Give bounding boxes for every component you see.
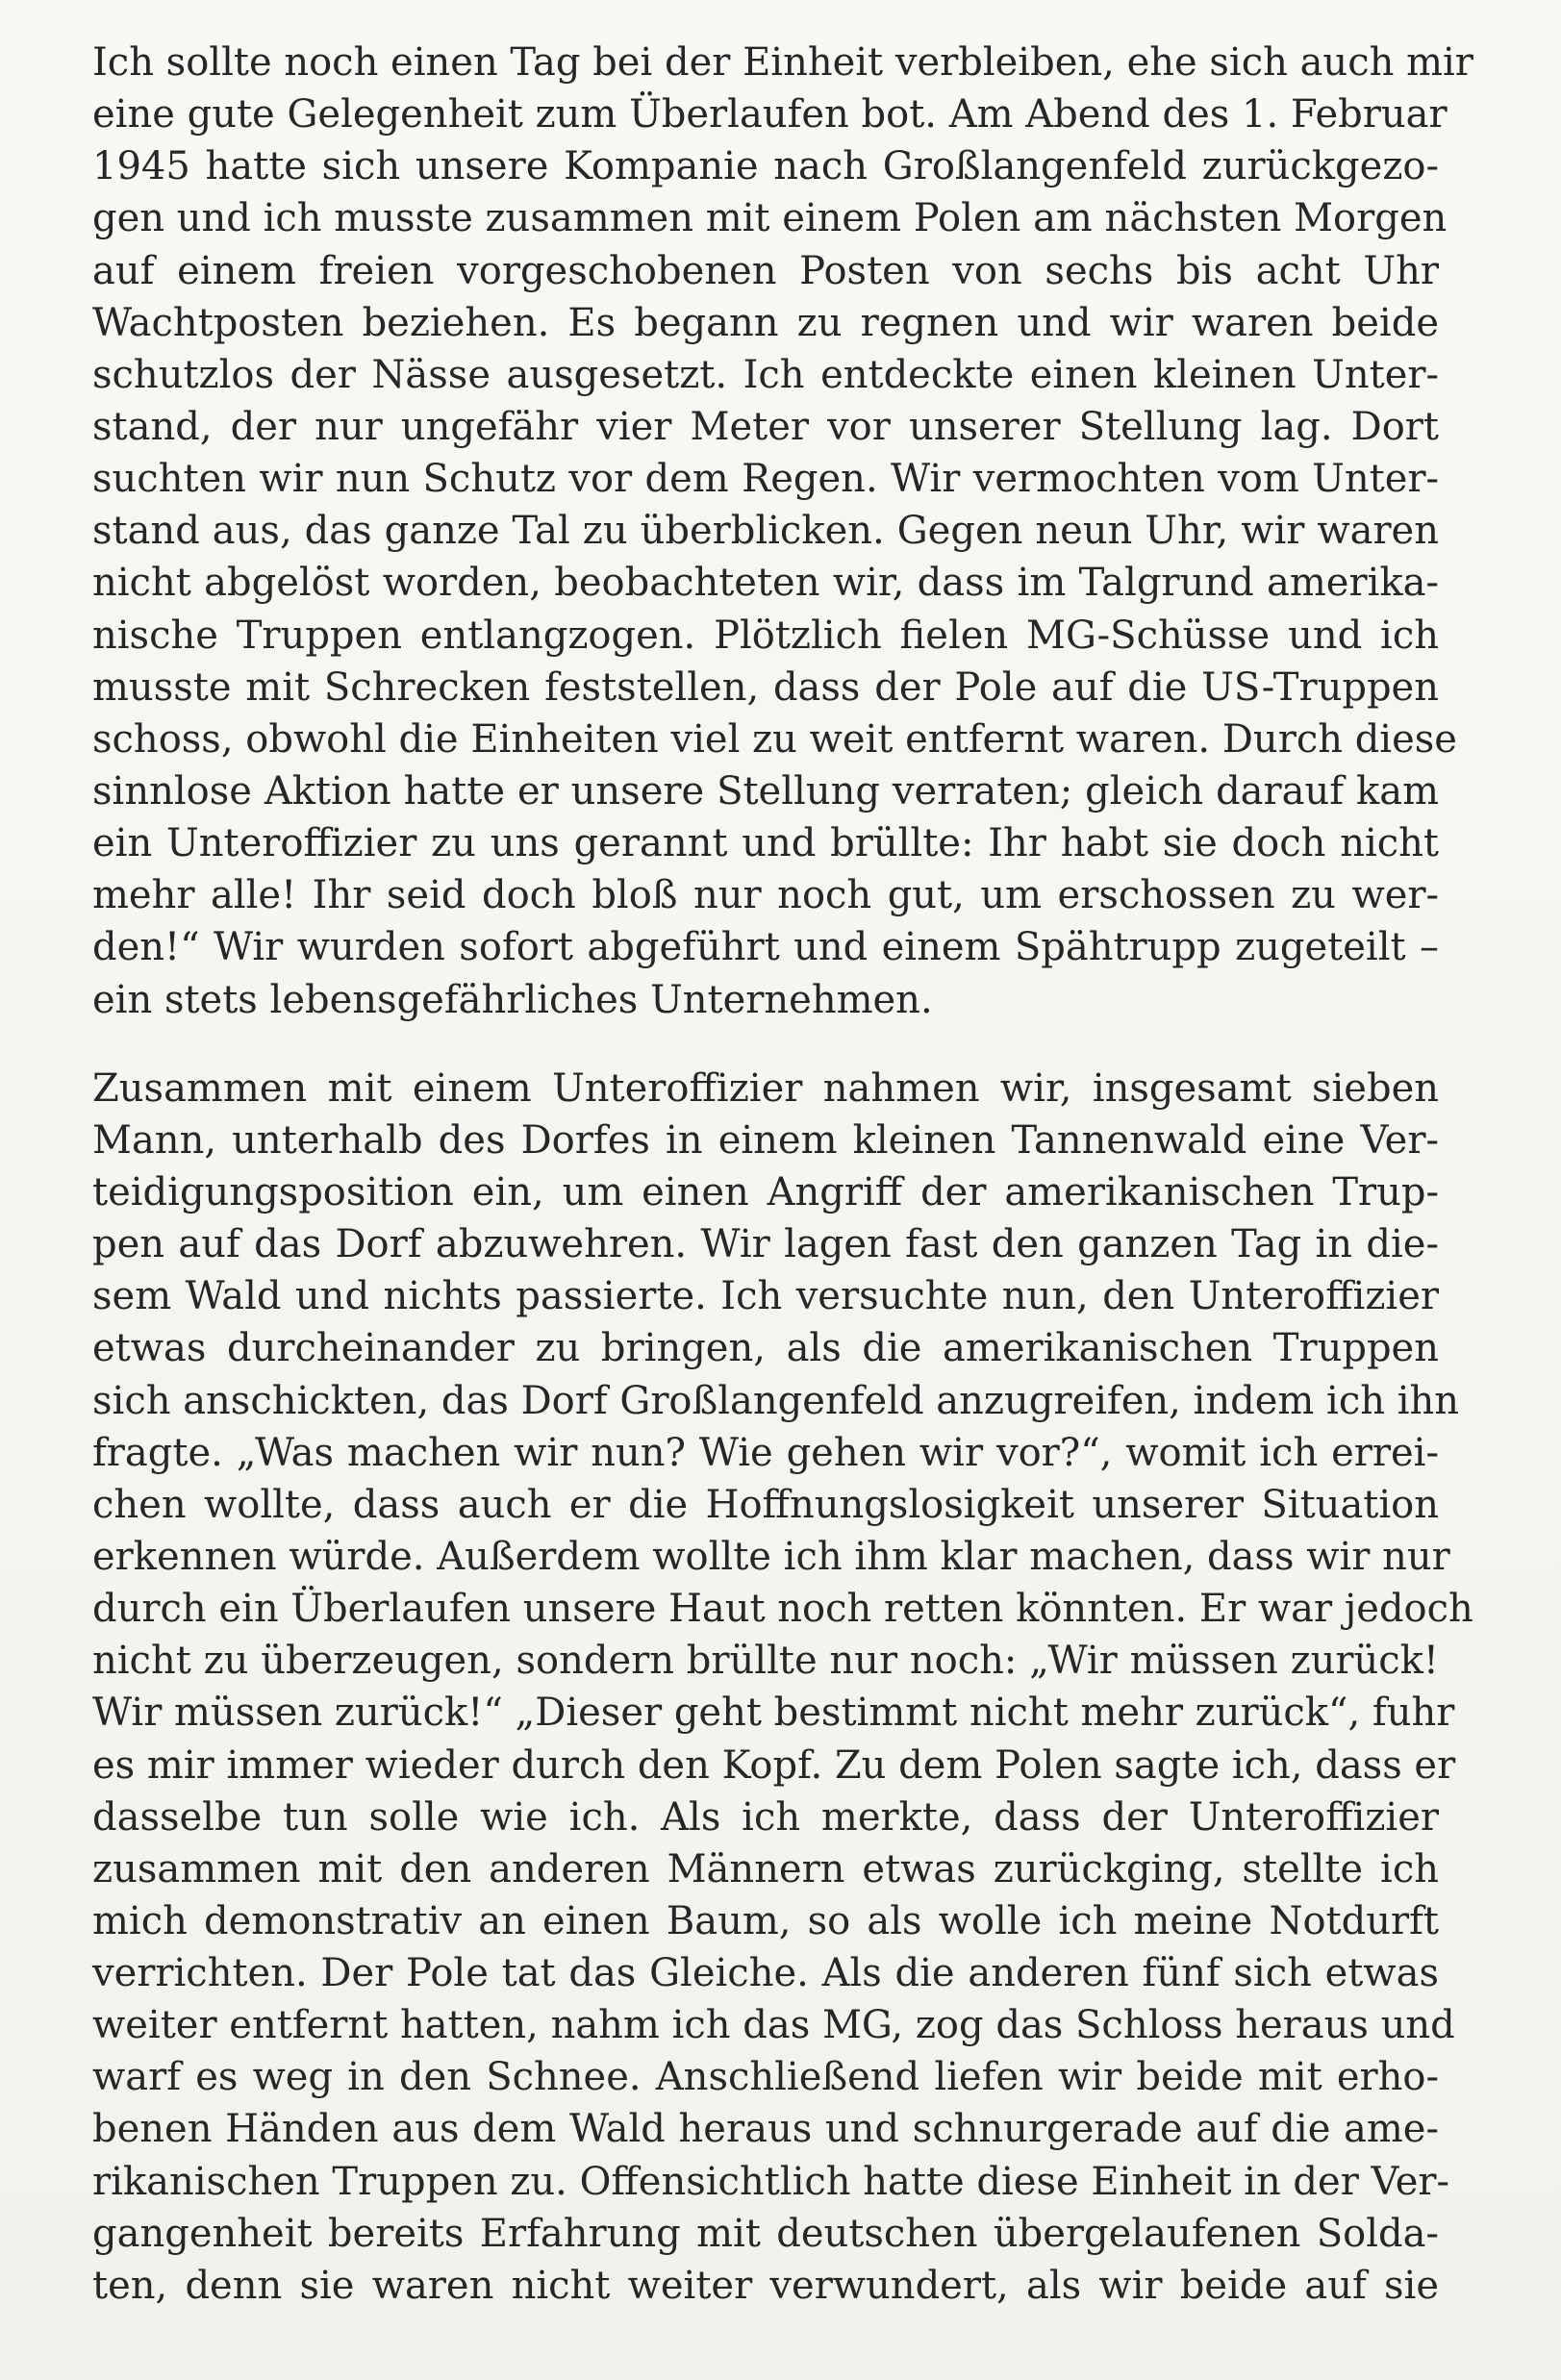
text-line: erkennen würde. Außerdem wollte ich ihm klar machen, dass wir nur: [92, 1534, 1450, 1579]
text-line: dasselbe tun solle wie ich. Als ich merkte, dass der Unteroffizier: [92, 1794, 1439, 1840]
text-line: schoss, obwohl die Einheiten viel zu weit entfernt waren. Durch diese: [92, 716, 1457, 762]
text-line: sich anschickten, das Dorf Großlangenfeld anzugreifen, indem ich ihn: [92, 1378, 1460, 1423]
text-line: teidigungsposition ein, um einen Angriff der amerikanischen Trup-: [92, 1169, 1439, 1215]
text-line: 1945 hatte sich unsere Kompanie nach Großlangenfeld zurückgezo-: [92, 144, 1439, 189]
text-line: weiter entfernt hatten, nahm ich das MG, zog das Schloss heraus und: [92, 2003, 1455, 2048]
paragraph-spacer: [92, 1026, 1439, 1063]
text-line: Mann, unterhalb des Dorfes in einem kleinen Tannenwald eine Ver-: [92, 1117, 1439, 1163]
paragraph-2: [92, 1063, 1473, 2312]
text-line: zusammen mit den anderen Männern etwas zurückging, stellte ich: [92, 1846, 1439, 1891]
text-line: mich demonstrativ an einen Baum, so als wolle ich meine Notdurft: [92, 1898, 1439, 1943]
text-line: etwas durcheinander zu bringen, als die amerikanischen Truppen: [92, 1326, 1439, 1371]
text-line: ein Unteroffizier zu uns gerannt und brüllte: Ihr habt sie doch nicht: [92, 821, 1439, 866]
text-line: musste mit Schrecken feststellen, dass der Pole auf die US-Truppen: [92, 664, 1439, 710]
text-line: verrichten. Der Pole tat das Gleiche. Als die anderen fünf sich etwas: [92, 1951, 1439, 1996]
text-line: pen auf das Dorf abzuwehren. Wir lagen fast den ganzen Tag in die-: [92, 1222, 1439, 1267]
text-line: fragte. „Was machen wir nun? Wie gehen wir vor?“, womit ich errei-: [92, 1430, 1439, 1475]
text-line: suchten wir nun Schutz vor dem Regen. Wir vermochten vom Unter-: [92, 457, 1439, 502]
text-line: auf einem freien vorgeschobenen Posten von sechs bis acht Uhr: [92, 248, 1439, 293]
text-line: benen Händen aus dem Wald heraus und schnurgerade auf die ame-: [92, 2107, 1439, 2152]
text-line: Wachtposten beziehen. Es begann zu regnen und wir waren beide: [92, 300, 1439, 345]
paragraph-1: [92, 37, 1473, 1026]
text-line: ein stets lebensgefährliches Unternehmen.: [92, 977, 933, 1022]
text-line: sinnlose Aktion hatte er unsere Stellung verraten; gleich darauf kam: [92, 768, 1439, 814]
text-line: rikanischen Truppen zu. Offensichtlich hatte diese Einheit in der Ver-: [92, 2159, 1450, 2204]
text-line: Zusammen mit einem Unteroffizier nahmen wir, insgesamt sieben: [92, 1065, 1439, 1111]
text-line: es mir immer wieder durch den Kopf. Zu dem Polen sagte ich, dass er: [92, 1742, 1456, 1788]
text-line: den!“ Wir wurden sofort abgeführt und einem Spähtrupp zugeteilt –: [92, 925, 1439, 970]
text-line: warf es weg in den Schnee. Anschließend liefen wir beide mit erho-: [92, 2055, 1439, 2100]
text-line: nische Truppen entlangzogen. Plötzlich fielen MG-Schüsse und ich: [92, 613, 1439, 658]
text-line: durch ein Überlaufen unsere Haut noch retten könnten. Er war jedoch: [92, 1587, 1473, 1632]
text-line: stand aus, das ganze Tal zu überblicken. Gegen neun Uhr, wir waren: [92, 509, 1439, 554]
text-line: Ich sollte noch einen Tag bei der Einheit verbleiben, ehe sich auch mir: [92, 40, 1473, 85]
text-line: Wir müssen zurück!“ „Dieser geht bestimmt nicht mehr zurück“, fuhr: [92, 1691, 1455, 1736]
text-line: mehr alle! Ihr seid doch bloß nur noch gut, um erschossen zu wer-: [92, 873, 1439, 918]
text-line: ten, denn sie waren nicht weiter verwundert, als wir beide auf sie: [92, 2263, 1439, 2308]
text-line: gen und ich musste zusammen mit einem Polen am nächsten Morgen: [92, 196, 1448, 241]
text-line: eine gute Gelegenheit zum Überlaufen bot. Am Abend des 1. Februar: [92, 92, 1448, 138]
text-line: schutzlos der Nässe ausgesetzt. Ich entdeckte einen kleinen Unter-: [92, 352, 1439, 397]
text-line: nicht zu überzeugen, sondern brüllte nur noch: „Wir müssen zurück!: [92, 1639, 1439, 1684]
text-line: gangenheit bereits Erfahrung mit deutschen übergelaufenen Solda-: [92, 2211, 1439, 2256]
body-text: [92, 37, 1473, 2312]
text-line: chen wollte, dass auch er die Hoffnungslosigkeit unserer Situation: [92, 1482, 1439, 1527]
text-line: nicht abgelöst worden, beobachteten wir, dass im Talgrund amerika-: [92, 561, 1439, 606]
text-line: stand, der nur ungefähr vier Meter vor unserer Stellung lag. Dort: [92, 404, 1439, 449]
text-line: sem Wald und nichts passierte. Ich versuchte nun, den Unteroffizier: [92, 1274, 1439, 1319]
